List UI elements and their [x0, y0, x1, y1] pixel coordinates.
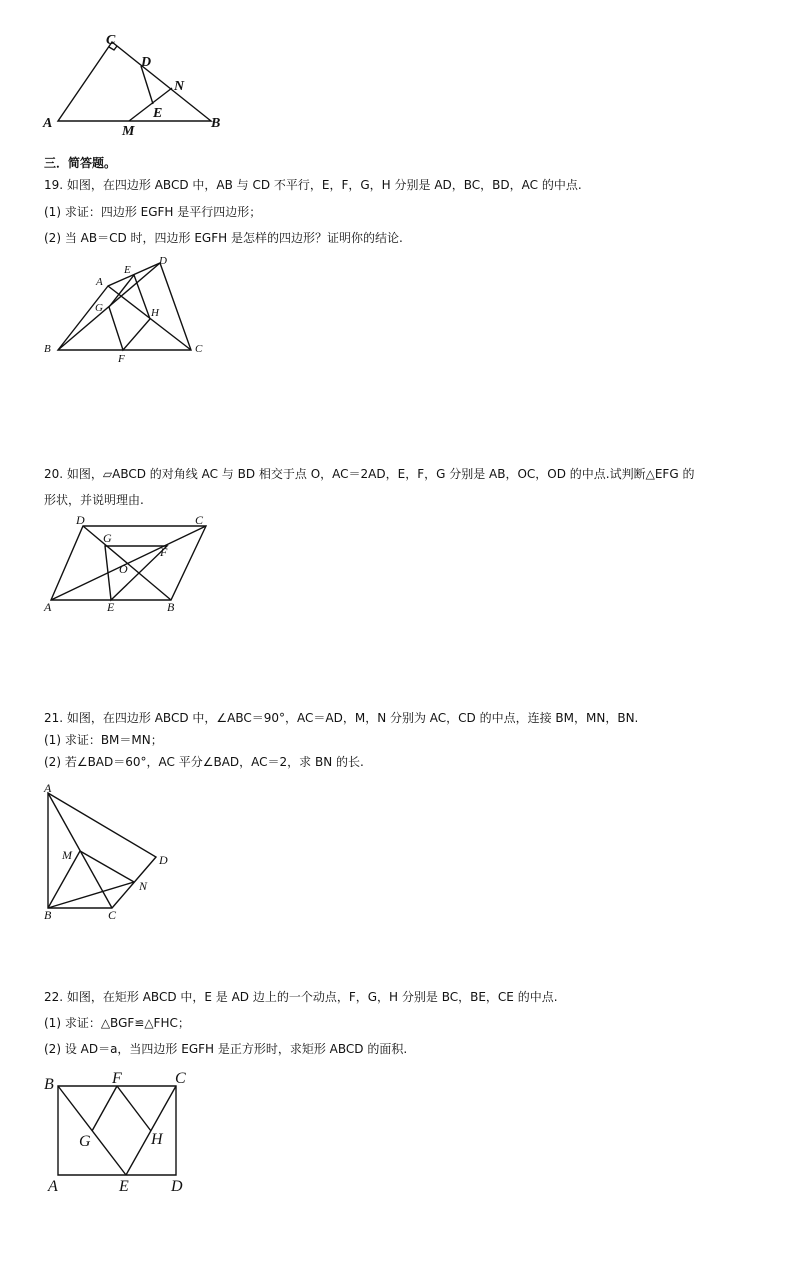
- q19-part2: (2) 当 AB＝CD 时，四边形 EGFH 是怎样的四边形？证明你的结论.: [44, 231, 403, 245]
- segment-FH: [117, 1086, 151, 1131]
- q20-label-G: G: [103, 531, 112, 545]
- triangle-EFG: [105, 546, 167, 600]
- quad-ABCD: [58, 263, 191, 350]
- q22-stem: 22. 如图，在矩形 ABCD 中，E 是 AD 边上的一个动点，F，G，H 分别是 BC，BE，CE 的中点.: [44, 990, 558, 1004]
- diag-AC: [51, 526, 206, 600]
- q22-label-H: H: [151, 1131, 163, 1148]
- q22-part1: (1) 求证：△BGF≌△FHC；: [44, 1016, 190, 1030]
- figure-18: [0, 0, 260, 145]
- label-N: N: [174, 79, 185, 94]
- q21-label-M: M: [62, 848, 72, 862]
- figure-21: [0, 775, 240, 930]
- q19-part1: (1) 求证：四边形 EGFH 是平行四边形；: [44, 205, 262, 219]
- figure-22: [0, 1065, 240, 1200]
- q21-part1: (1) 求证：BM＝MN；: [44, 733, 163, 747]
- q19-label-G: G: [95, 302, 103, 314]
- q20-label-B: B: [167, 600, 175, 614]
- q19-label-A: A: [96, 276, 103, 288]
- q22-label-F: F: [112, 1070, 122, 1087]
- q19-label-H: H: [151, 307, 159, 319]
- q22-label-B: B: [44, 1076, 54, 1093]
- q20-label-D: D: [76, 513, 85, 527]
- q19-label-E: E: [124, 264, 131, 276]
- segment-MN: [129, 88, 172, 121]
- label-B: B: [211, 116, 221, 131]
- label-E: E: [153, 106, 163, 121]
- q22-label-C: C: [175, 1070, 186, 1087]
- q20-stem-cont: 形状，并说明理由.: [44, 493, 144, 507]
- q21-label-D: D: [159, 853, 168, 867]
- segment-MN: [80, 851, 134, 882]
- label-A: A: [43, 116, 53, 131]
- figure-19: [0, 250, 240, 375]
- label-M: M: [122, 124, 135, 139]
- q20-stem: 20. 如图，▱ABCD 的对角线 AC 与 BD 相交于点 O，AC＝2AD，E，F，G 分别是 AB，OC，OD 的中点.试判断△EFG 的: [44, 467, 695, 481]
- figure-20: [0, 510, 240, 620]
- q22-label-D: D: [171, 1178, 183, 1195]
- q20-label-F: F: [160, 545, 168, 559]
- segment-FG: [92, 1086, 117, 1131]
- triangle-ACB: [58, 42, 211, 121]
- q19-label-D: D: [159, 255, 167, 267]
- q21-stem: 21. 如图，在四边形 ABCD 中，∠ABC＝90°，AC＝AD，M，N 分别为 AC，CD 的中点，连接 BM，MN，BN.: [44, 711, 639, 725]
- q20-label-O: O: [119, 562, 128, 576]
- q20-label-E: E: [107, 600, 115, 614]
- label-C: C: [106, 33, 116, 48]
- q22-label-E: E: [119, 1178, 129, 1195]
- quad-EGFH: [109, 275, 150, 350]
- q19-label-C: C: [195, 343, 203, 355]
- q22-label-A: A: [48, 1178, 58, 1195]
- q21-part2: (2) 若∠BAD＝60°，AC 平分∠BAD，AC＝2，求 BN 的长.: [44, 755, 364, 769]
- q20-label-C: C: [195, 513, 204, 527]
- q22-label-G: G: [79, 1133, 91, 1150]
- segment-DE: [141, 66, 153, 104]
- q19-label-B: B: [44, 343, 51, 355]
- label-D: D: [141, 55, 152, 70]
- q19-stem: 19. 如图，在四边形 ABCD 中，AB 与 CD 不平行，E，F，G，H 分别是 AD，BC，BD，AC 的中点.: [44, 178, 582, 192]
- q19-label-F: F: [118, 353, 125, 365]
- q20-label-A: A: [44, 600, 52, 614]
- q21-label-C: C: [108, 908, 117, 922]
- q22-part2: (2) 设 AD＝a，当四边形 EGFH 是正方形时，求矩形 ABCD 的面积.: [44, 1042, 408, 1056]
- q21-label-B: B: [44, 908, 52, 922]
- q21-label-N: N: [139, 879, 148, 893]
- section-title: 三．简答题。: [44, 156, 117, 170]
- q21-label-A: A: [44, 781, 52, 795]
